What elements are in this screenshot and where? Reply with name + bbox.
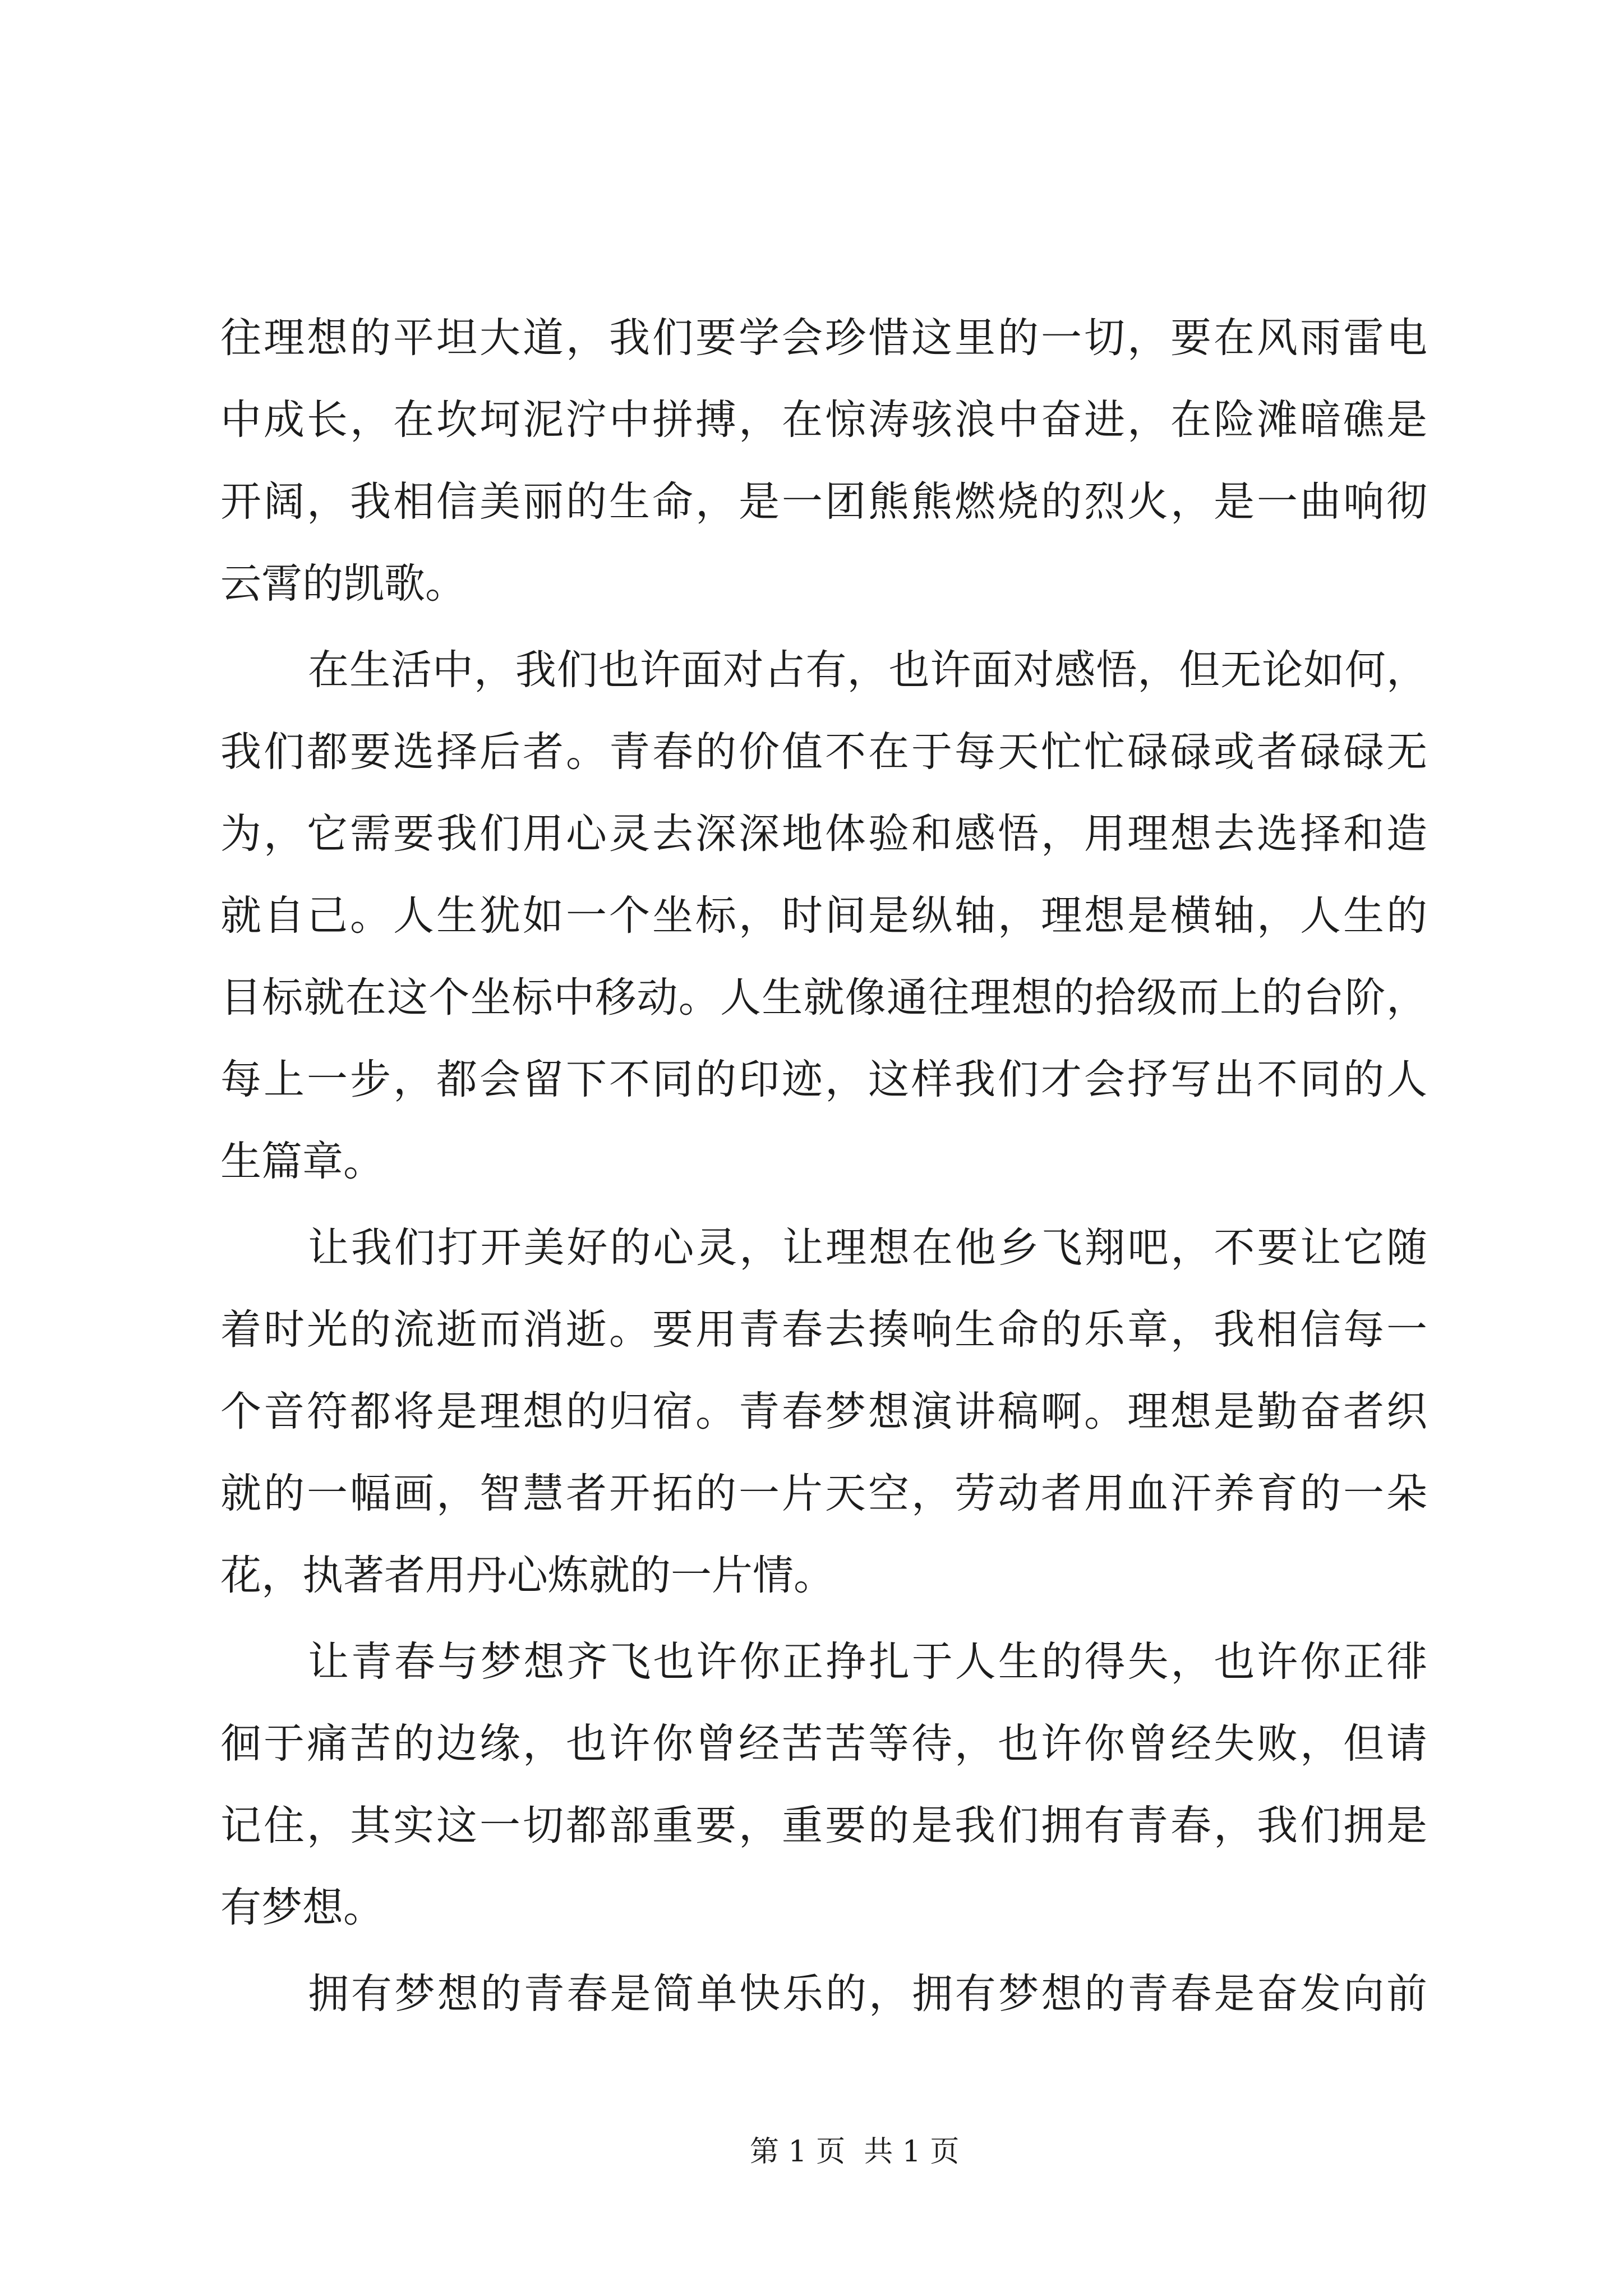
body-text [220,297,1427,2040]
text-line: 在生活中，我们也许面对占有，也许面对感悟，但无论如何， [308,646,1427,694]
text-line: 目标就在这个坐标中移动。人生就像通往理想的拾级而上的台阶， [220,974,1427,1022]
text-line: 云霄的凯歌。 [220,560,466,608]
text-line: 记住，其实这一切都部重要，重要的是我们拥有青春，我们拥是 [220,1802,1427,1849]
text-line: 每上一步，都会留下不同的印迹，这样我们才会抒写出不同的人 [220,1056,1427,1103]
text-line: 让青春与梦想齐飞也许你正挣扎于人生的得失，也许你正徘 [308,1638,1427,1686]
text-line: 拥有梦想的青春是简单快乐的，拥有梦想的青春是奋发向前 [308,1970,1427,2018]
paragraph [220,1207,1427,1617]
text-line: 就的一幅画，智慧者开拓的一片天空，劳动者用血汗养育的一朵 [220,1470,1427,1517]
text-line: 花，执著者用丹心炼就的一片情。 [220,1552,834,1599]
text-line: 为，它需要我们用心灵去深深地体验和感悟，用理想去选择和造 [220,810,1427,858]
paragraph [220,297,1427,625]
text-line: 我们都要选择后者。青春的价值不在于每天忙忙碌碌或者碌碌无 [220,728,1427,776]
text-line: 让我们打开美好的心灵，让理想在他乡飞翔吧，不要让它随 [308,1224,1427,1272]
text-line: 就自己。人生犹如一个坐标，时间是纵轴，理想是横轴，人生的 [220,892,1427,940]
text-line: 中成长，在坎坷泥泞中拼搏，在惊涛骇浪中奋进，在险滩暗礁是 [220,396,1427,444]
text-line: 着时光的流逝而消逝。要用青春去揍响生命的乐章，我相信每一 [220,1306,1427,1354]
text-line: 徊于痛苦的边缘，也许你曾经苦苦等待，也许你曾经失败，但请 [220,1720,1427,1768]
text-line: 生篇章。 [220,1138,384,1185]
text-line: 有梦想。 [220,1884,384,1931]
text-line: 往理想的平坦大道，我们要学会珍惜这里的一切，要在风雨雷电 [220,314,1427,362]
text-line: 开阔，我相信美丽的生命，是一团熊熊燃烧的烈火，是一曲响彻 [220,478,1427,526]
paragraph [220,629,1427,1203]
page-footer: 第 1 页 共 1 页 [750,2135,960,2169]
paragraph [220,1953,1427,2035]
text-line: 个音符都将是理想的归宿。青春梦想演讲稿啊。理想是勤奋者织 [220,1388,1427,1435]
paragraph [220,1621,1427,1949]
